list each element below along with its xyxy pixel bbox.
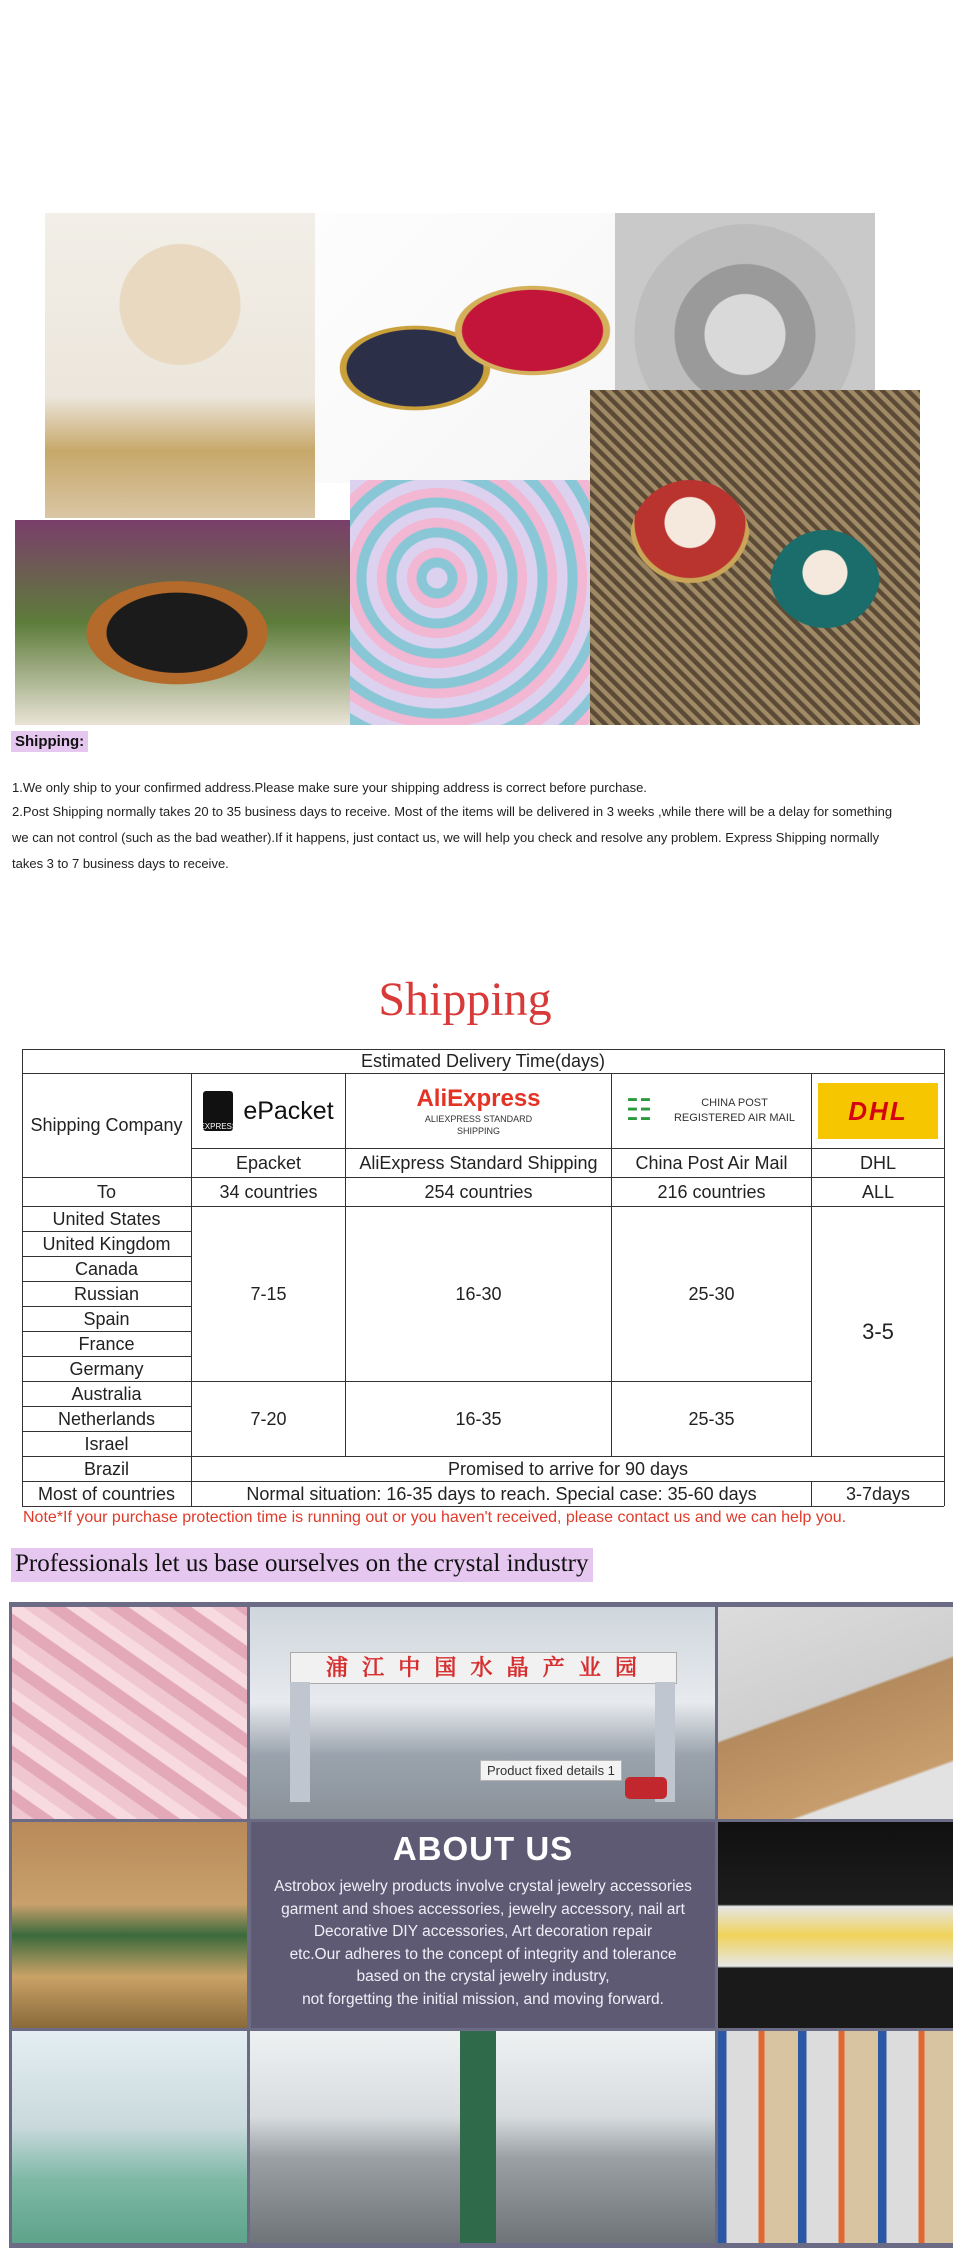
crystal-bee-brooch-photo <box>15 520 375 725</box>
about-us-title: ABOUT US <box>392 1830 574 1867</box>
about-line: garment and shoes accessories, jewelry accessory, nail art <box>281 1900 685 1918</box>
shipping-line-2: 2.Post Shipping normally takes 20 to 35 business days to receive. Most of the items will be delivered in 3 weeks ,while there will be a delay for something <box>12 804 893 819</box>
to-label: To <box>96 1181 116 1202</box>
about-line: not forgetting the initial mission, and moving forward. <box>302 1990 664 2008</box>
most-countries-note: Normal situation: 16-35 days to reach. Special case: 35-60 days <box>246 1483 757 1504</box>
country-cell: Israel <box>84 1433 129 1454</box>
beanie-hat-photo <box>45 213 315 518</box>
shipping-company-label: Shipping Company <box>30 1115 183 1135</box>
time-aliexpress-group2: 16-35 <box>455 1408 502 1429</box>
about-line: based on the crystal jewelry industry, <box>356 1968 610 1985</box>
pink-crystals-photo <box>12 1607 247 1819</box>
table-header: Estimated Delivery Time(days) <box>360 1051 606 1071</box>
most-countries-label: Most of countries <box>37 1483 176 1504</box>
shipping-label: Shipping: <box>11 731 88 752</box>
time-dhl: 3-5 <box>862 1318 894 1344</box>
aliexpress-logo-text: AliExpress <box>416 1085 541 1112</box>
country-cell: Australia <box>71 1383 142 1404</box>
about-us-panel <box>251 1822 715 2028</box>
carrier-name-aliexpress: AliExpress Standard Shipping <box>359 1152 598 1173</box>
purchase-protection-note: Note*If your purchase protection time is running out or you haven't received, please contact us and we can help you. <box>23 1509 847 1526</box>
country-cell: Canada <box>74 1258 139 1279</box>
carrier-name-china-post: China Post Air Mail <box>635 1152 788 1173</box>
gate-sign: 浦 江 中 国 水 晶 产 业 园 <box>290 1652 677 1684</box>
crystal-workbench-photo <box>12 1822 247 2028</box>
packaging-box-photo <box>718 1607 953 1819</box>
coverage-dhl: ALL <box>861 1181 895 1202</box>
workshop-photo <box>250 2031 715 2243</box>
carrier-name-epacket: Epacket <box>235 1152 302 1173</box>
shipping-line-3: we can not control (such as the bad weather).If it happens, just contact us, we will help you check and resolve any problem. Express Shipping normally <box>12 830 880 845</box>
product-fixed-details-tag[interactable]: Product fixed details 1 <box>480 1760 622 1781</box>
coverage-china-post: 216 countries <box>657 1181 766 1202</box>
country-cell: United Kingdom <box>42 1233 171 1254</box>
shipping-line-4: takes 3 to 7 business days to receive. <box>12 856 229 871</box>
industrial-park-gate-photo <box>250 1607 715 1819</box>
aliexpress-logo <box>346 1074 611 1148</box>
epacket-logo-text: ePacket <box>243 1096 334 1125</box>
time-epacket-group1: 7-15 <box>250 1283 287 1304</box>
aliexpress-logo-sub: ALIEXPRESS STANDARD SHIPPING <box>424 1114 533 1136</box>
carrier-name-dhl: DHL <box>859 1152 896 1173</box>
shipping-title: Shipping <box>378 973 552 1026</box>
china-post-logo-text: CHINA POST REGISTERED AIR MAIL <box>673 1097 796 1124</box>
epacket-logo <box>192 1074 345 1148</box>
crystal-lips-brooch-photo <box>315 213 615 483</box>
country-cell: Netherlands <box>57 1408 156 1429</box>
matryoshka-brooch-photo <box>590 390 920 725</box>
country-cell: Germany <box>69 1358 144 1379</box>
time-aliexpress-group1: 16-30 <box>455 1283 502 1304</box>
country-cell: Spain <box>83 1308 130 1329</box>
epacket-logo-sub: EXPRESS <box>199 1122 238 1131</box>
dhl-logo <box>812 1074 944 1148</box>
about-line: etc.Our adheres to the concept of integrity and tolerance <box>289 1945 677 1963</box>
brazil-label: Brazil <box>83 1458 129 1479</box>
crystal-sorting-photo <box>718 1822 953 2028</box>
about-line: Astrobox jewelry products involve crystal jewelry accessories <box>274 1878 692 1895</box>
time-china-post-group1: 25-30 <box>688 1283 735 1304</box>
shipping-line-1: 1.We only ship to your confirmed address.Please make sure your shipping address is correct before purchase. <box>12 780 647 795</box>
country-cell: United States <box>52 1208 161 1229</box>
coverage-aliexpress: 254 countries <box>424 1181 533 1202</box>
time-epacket-group2: 7-20 <box>250 1408 287 1429</box>
country-cell: France <box>78 1333 135 1354</box>
china-post-logo: ☷ CHINA POST REGISTERED AIR MAIL <box>612 1074 811 1148</box>
country-cell: Russian <box>73 1283 140 1304</box>
production-line-photo <box>12 2031 247 2243</box>
time-china-post-group2: 25-35 <box>688 1408 735 1429</box>
warehouse-shelves-photo <box>718 2031 953 2243</box>
most-countries-dhl: 3-7days <box>845 1483 911 1504</box>
coverage-epacket: 34 countries <box>219 1181 318 1202</box>
about-line: Decorative DIY accessories, Art decoration repair <box>313 1923 653 1940</box>
dhl-logo-text: DHL <box>848 1095 908 1126</box>
brazil-note: Promised to arrive for 90 days <box>447 1458 689 1479</box>
professional-heading: Professionals let us base ourselves on the crystal industry <box>11 1548 593 1582</box>
